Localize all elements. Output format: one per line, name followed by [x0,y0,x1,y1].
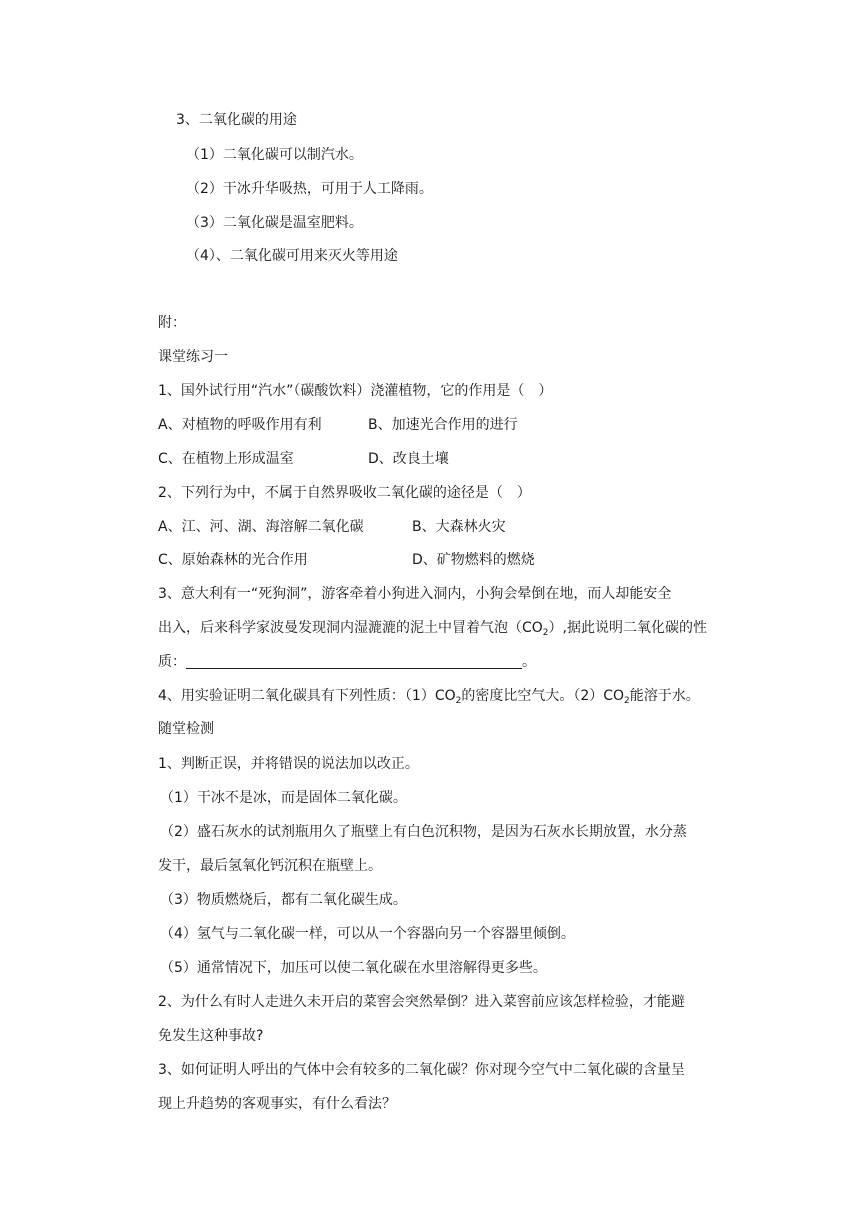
exercise-q1-option-c: C、在植物上形成温室 [158,451,294,467]
check-q3-line-1: 3、如何证明人呼出的气体中会有较多的二氧化碳？你对现今空气中二氧化碳的含量呈 [158,1062,685,1078]
uses-item-4: （4）、二氧化碳可用来灭火等用途 [186,248,398,264]
q3-line-3-tail: 。 [522,654,536,670]
check-q1-item-2: （2）盛石灰水的试剂瓶用久了瓶壁上有白色沉积物，是因为石灰水长期放置，水分蒸 [160,824,687,840]
answer-blank[interactable] [186,654,522,669]
uses-item-2: （2）干冰升华吸热，可用于人工降雨。 [186,181,433,197]
exercise-q2-stem: 2、下列行为中，不属于自然界吸收二氧化碳的途径是（ ） [158,485,531,501]
check-title: 随堂检测 [158,721,214,737]
exercise-q2-option-b: B、大森林火灾 [412,519,506,535]
check-q1-item-4: （4）氢气与二氧化碳一样，可以从一个容器向另一个容器里倾倒。 [160,926,575,942]
check-q1-stem: 1、判断正误，并将错误的说法加以改正。 [158,756,419,772]
check-q1-item-1: （1）干冰不是冰，而是固体二氧化碳。 [160,790,407,806]
check-q3-line-2: 现上升趋势的客观事实，有什么看法？ [158,1096,396,1112]
exercise-q3-line-3 [158,653,536,671]
exercise-q1-stem: 1、国外试行用“汽水”（碳酸饮料）浇灌植物，它的作用是（ ） [158,383,553,399]
exercise-q3-line-2 [158,619,707,642]
exercise-q1-option-a: A、对植物的呼吸作用有利 [158,417,322,433]
q3-line-3-text: 质： [158,654,186,670]
exercise-q2-option-c: C、原始森林的光合作用 [158,552,308,568]
check-q2-line-1: 2、为什么有时人走进久未开启的菜窖会突然晕倒？进入菜窖前应该怎样检验，才能避 [158,994,685,1010]
q3-line-2-tail: ）,据此说明二氧化碳的性 [548,620,707,636]
uses-item-3: （3）二氧化碳是温室肥料。 [186,215,363,231]
check-q1-item-5: （5）通常情况下，加压可以使二氧化碳在水里溶解得更多些。 [160,960,547,976]
check-q2-line-2: 免发生这种事故? [158,1028,264,1044]
uses-heading: 3、二氧化碳的用途 [176,112,297,128]
co2-subscript: 2 [624,696,630,706]
appendix-label: 附： [158,315,186,331]
exercise-q2-option-a: A、江、河、湖、海溶解二氧化碳 [158,519,364,535]
co2-subscript: 2 [455,696,462,706]
uses-item-1: （1）二氧化碳可以制汽水。 [186,147,363,163]
q3-line-2-text: 出入，后来科学家波曼发现洞内湿漉漉的泥土中冒着气泡（CO [158,620,543,636]
co2-subscript: 2 [542,628,549,638]
exercise-q4 [158,687,700,710]
q4-part-2: 的密度比空气大。（2）CO [461,688,625,704]
exercise-q1-option-b: B、加速光合作用的进行 [368,417,518,433]
check-q1-item-3: （3）物质燃烧后，都有二氧化碳生成。 [160,892,407,908]
exercise-one-title: 课堂练习一 [158,349,228,365]
exercise-q3-line-1: 3、意大利有一“死狗洞”，游客牵着小狗进入洞内，小狗会晕倒在地，而人却能安全 [158,586,672,602]
q4-part-3: 能溶于水。 [629,688,700,704]
exercise-q2-option-d: D、矿物燃料的燃烧 [412,552,535,568]
exercise-q1-option-d: D、改良土壤 [368,451,449,467]
q4-part-1: 4、用实验证明二氧化碳具有下列性质：（1）CO [158,688,456,704]
check-q1-item-2-cont: 发干，最后氢氧化钙沉积在瓶壁上。 [158,858,382,874]
